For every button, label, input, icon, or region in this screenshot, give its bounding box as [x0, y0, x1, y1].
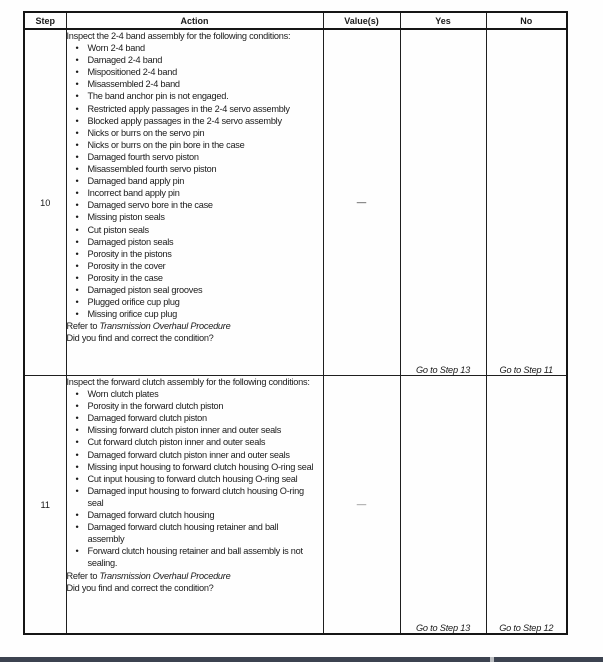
- condition-text: Porosity in the cover: [87, 260, 166, 271]
- condition-item: [67, 272, 323, 284]
- condition-text: Plugged orifice cup plug: [87, 297, 180, 308]
- bullet-icon: •: [75, 236, 79, 247]
- condition-text: Damaged servo bore in the case: [87, 200, 213, 211]
- bullet-icon: •: [75, 43, 79, 54]
- condition-item: [67, 412, 323, 424]
- condition-item: [67, 127, 323, 139]
- condition-text: Missing input housing to forward clutch housing O-ring seal: [87, 461, 314, 472]
- condition-text: Damaged forward clutch housing: [87, 510, 215, 521]
- goto-no: Go to Step 11: [499, 365, 553, 375]
- condition-item: [67, 139, 323, 151]
- bullet-icon: •: [75, 127, 79, 138]
- bullet-icon: •: [75, 425, 79, 436]
- col-header-no: No: [486, 12, 567, 29]
- condition-item: [67, 199, 323, 211]
- bullet-icon: •: [75, 188, 79, 199]
- condition-item: [67, 78, 323, 90]
- bullet-icon: •: [75, 151, 79, 162]
- bullet-icon: •: [75, 103, 79, 114]
- condition-item: [67, 545, 323, 569]
- condition-text: Damaged fourth servo piston: [87, 151, 199, 162]
- condition-item: [67, 151, 323, 163]
- condition-item: [67, 175, 323, 187]
- condition-text: The band anchor pin is not engaged.: [87, 91, 229, 102]
- action-cell: [66, 29, 323, 376]
- condition-item: [67, 461, 323, 473]
- condition-text: Damaged forward clutch housing retainer and ball assembly: [87, 522, 279, 545]
- no-cell: [486, 376, 567, 635]
- bullet-icon: •: [75, 212, 79, 223]
- condition-item: [67, 284, 323, 296]
- bullet-icon: •: [75, 176, 79, 187]
- condition-text: Nicks or burrs on the pin bore in the case: [87, 139, 245, 150]
- bullet-icon: •: [75, 79, 79, 90]
- condition-text: Restricted apply passages in the 2-4 servo assembly: [87, 103, 290, 114]
- page-edge-bar-notch: [490, 657, 494, 662]
- condition-text: Missing orifice cup plug: [87, 309, 177, 320]
- condition-text: Worn clutch plates: [87, 389, 159, 400]
- bullet-icon: •: [75, 260, 79, 271]
- condition-text: Porosity in the case: [87, 272, 163, 283]
- condition-item: [67, 211, 323, 223]
- condition-item: [67, 308, 323, 320]
- bullet-icon: •: [75, 413, 79, 424]
- condition-item: [67, 400, 323, 412]
- refer-note: [67, 570, 323, 582]
- action-intro: Inspect the forward clutch assembly for the following conditions:: [66, 377, 310, 387]
- goto-yes: Go to Step 13: [415, 623, 471, 633]
- bullet-icon: •: [75, 115, 79, 126]
- condition-text: Missing piston seals: [87, 212, 165, 223]
- condition-text: Cut forward clutch piston inner and outer seals: [87, 437, 266, 448]
- header-row: [24, 12, 567, 29]
- col-header-yes: Yes: [400, 12, 486, 29]
- condition-item: [67, 236, 323, 248]
- col-header-values: Value(s): [323, 12, 400, 29]
- condition-item: [67, 449, 323, 461]
- bullet-icon: •: [75, 449, 79, 460]
- condition-item: [67, 521, 323, 545]
- value-dash: —: [356, 499, 367, 510]
- refer-note: [67, 320, 323, 332]
- goto-no: Go to Step 12: [499, 623, 554, 633]
- condition-item: [67, 115, 323, 127]
- bullet-icon: •: [75, 401, 79, 412]
- condition-item: [67, 187, 323, 199]
- condition-text: Damaged input housing to forward clutch housing O-ring seal: [87, 485, 304, 508]
- condition-list: [67, 388, 323, 569]
- condition-item: [67, 485, 323, 509]
- bullet-icon: •: [75, 55, 79, 66]
- bullet-icon: •: [75, 91, 79, 102]
- condition-text: Missing forward clutch piston inner and outer seals: [87, 425, 282, 436]
- goto-yes: Go to Step 13: [415, 365, 471, 375]
- condition-item: [67, 509, 323, 521]
- condition-item: [67, 42, 323, 54]
- condition-item: [67, 436, 323, 448]
- question-text: Did you find and correct the condition?: [66, 582, 214, 593]
- condition-item: [67, 296, 323, 308]
- condition-item: [67, 248, 323, 260]
- diagnostic-table: [23, 11, 568, 635]
- bullet-icon: •: [75, 224, 79, 235]
- bullet-icon: •: [75, 389, 79, 400]
- bullet-icon: •: [75, 546, 79, 557]
- bullet-icon: •: [75, 284, 79, 295]
- bullet-icon: •: [75, 200, 79, 211]
- value-cell: [323, 29, 400, 376]
- col-header-action: Action: [66, 12, 323, 29]
- col-header-step: Step: [24, 12, 66, 29]
- condition-text: Damaged forward clutch piston: [87, 413, 207, 424]
- condition-item: [67, 103, 323, 115]
- bullet-icon: •: [75, 461, 79, 472]
- refer-prefix: Refer to: [66, 570, 100, 581]
- refer-prefix: Refer to: [66, 321, 100, 332]
- condition-text: Porosity in the forward clutch piston: [87, 401, 224, 412]
- condition-text: Damaged band apply pin: [87, 176, 185, 187]
- bullet-icon: •: [75, 473, 79, 484]
- action-cell: [66, 376, 323, 635]
- table-row-step-11: [24, 376, 567, 635]
- bullet-icon: •: [75, 510, 79, 521]
- page-edge-bar: [0, 657, 603, 662]
- condition-list: [67, 42, 323, 320]
- condition-text: Damaged piston seal grooves: [87, 284, 203, 295]
- yes-cell: [400, 29, 486, 376]
- condition-item: [67, 388, 323, 400]
- bullet-icon: •: [75, 297, 79, 308]
- condition-item: [67, 66, 323, 78]
- condition-item: [67, 424, 323, 436]
- bullet-icon: •: [75, 485, 79, 496]
- bullet-icon: •: [75, 522, 79, 533]
- procedure-name: Transmission Overhaul Procedure: [99, 570, 231, 581]
- bullet-icon: •: [75, 272, 79, 283]
- condition-item: [67, 224, 323, 236]
- condition-text: Misassembled fourth servo piston: [87, 164, 217, 175]
- condition-item: [67, 90, 323, 102]
- question-text: Did you find and correct the condition?: [66, 333, 214, 344]
- condition-item: [67, 473, 323, 485]
- bullet-icon: •: [75, 164, 79, 175]
- value-cell: [323, 376, 400, 635]
- condition-text: Damaged forward clutch piston inner and outer seals: [87, 449, 290, 460]
- yes-cell: [400, 376, 486, 635]
- condition-text: Cut input housing to forward clutch housing O-ring seal: [87, 473, 298, 484]
- no-cell: [486, 29, 567, 376]
- bullet-icon: •: [75, 139, 79, 150]
- condition-text: Porosity in the pistons: [87, 248, 172, 259]
- bullet-icon: •: [75, 67, 79, 78]
- value-dash: —: [356, 197, 367, 208]
- step-number: 10: [24, 29, 66, 376]
- table-row-step-10: [24, 29, 567, 376]
- action-intro: Inspect the 2-4 band assembly for the following conditions:: [66, 31, 291, 41]
- condition-text: Misassembled 2-4 band: [87, 79, 180, 90]
- condition-text: Worn 2-4 band: [87, 43, 145, 54]
- condition-text: Forward clutch housing retainer and ball assembly is not sealing.: [87, 546, 303, 569]
- condition-text: Cut piston seals: [87, 224, 149, 235]
- bullet-icon: •: [75, 309, 79, 320]
- condition-text: Incorrect band apply pin: [87, 188, 180, 199]
- bullet-icon: •: [75, 248, 79, 259]
- condition-item: [67, 260, 323, 272]
- step-number: 11: [24, 376, 66, 635]
- condition-text: Damaged piston seals: [87, 236, 174, 247]
- condition-text: Nicks or burrs on the servo pin: [87, 127, 205, 138]
- condition-text: Blocked apply passages in the 2-4 servo assembly: [87, 115, 282, 126]
- condition-item: [67, 54, 323, 66]
- condition-item: [67, 163, 323, 175]
- procedure-name: Transmission Overhaul Procedure: [99, 321, 231, 332]
- condition-text: Mispositioned 2-4 band: [87, 67, 177, 78]
- condition-text: Damaged 2-4 band: [87, 55, 163, 66]
- bullet-icon: •: [75, 437, 79, 448]
